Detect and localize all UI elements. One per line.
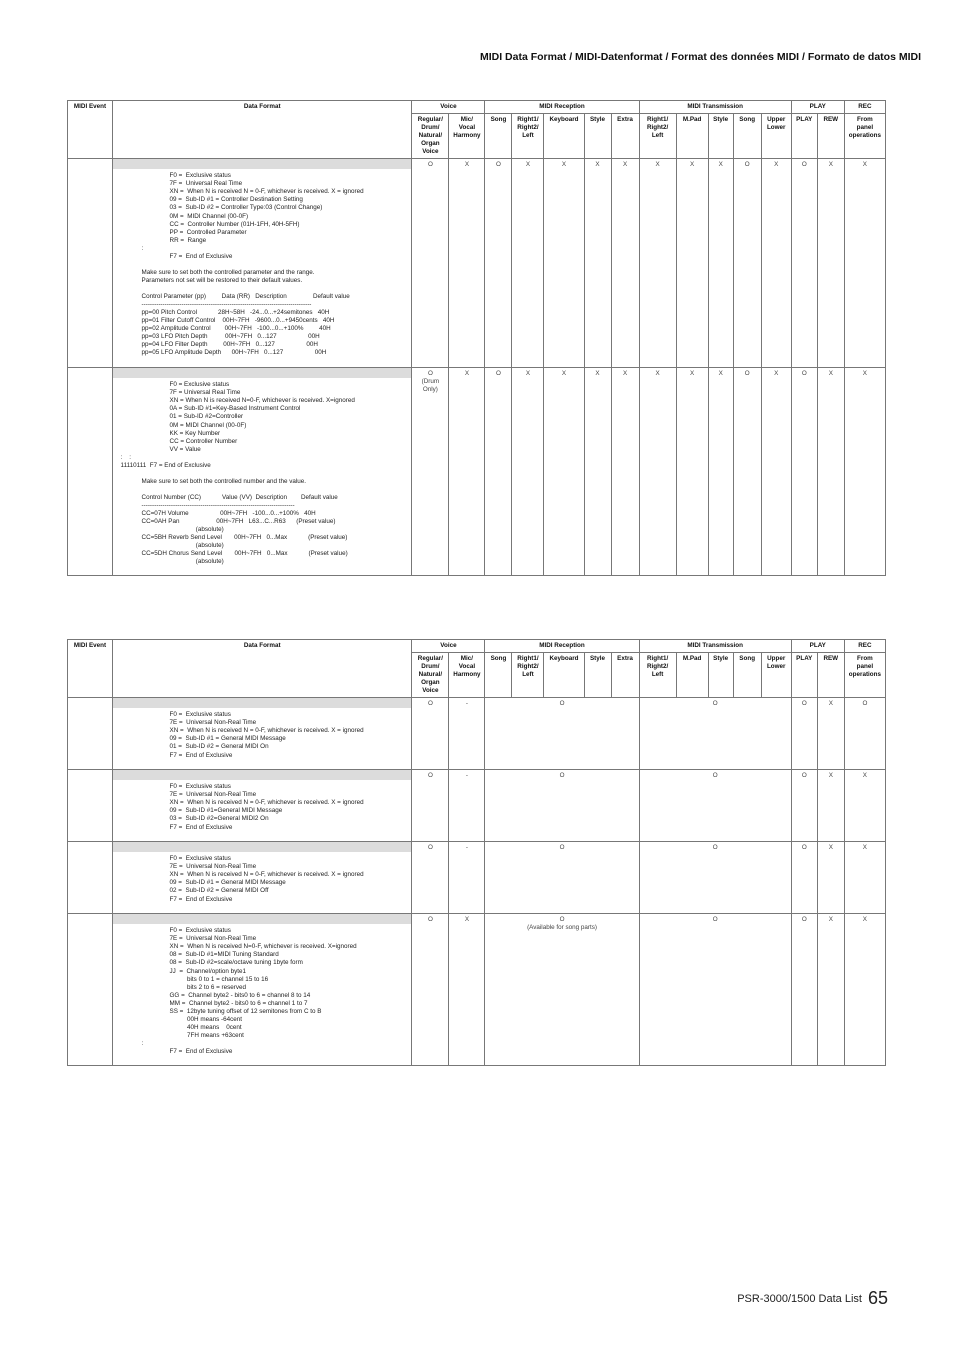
data-format-cell bbox=[113, 770, 412, 842]
data-format-line: XN = When N is received N = 0-F, whichever is received. X = ignored bbox=[117, 188, 364, 196]
header-voice: Voice bbox=[412, 640, 485, 653]
data-format-line: bits 0 to 1 = channel 15 to 16 bbox=[117, 975, 269, 983]
data-format-lines bbox=[113, 780, 411, 837]
value-cell: X bbox=[761, 159, 791, 368]
value-cell: X bbox=[676, 368, 708, 576]
value-cell: X bbox=[584, 159, 611, 368]
data-format-lines bbox=[113, 852, 411, 909]
data-format-lines bbox=[113, 169, 411, 363]
data-format-cell bbox=[113, 914, 412, 1066]
reception-cell: O bbox=[485, 842, 639, 914]
rec-cell: X bbox=[844, 842, 885, 914]
subheader-column: Regular/ Drum/ Natural/ Organ Voice bbox=[412, 653, 449, 698]
data-format-line: XN = When N is received N=0-F, whichever is received. X=ignored bbox=[117, 397, 355, 405]
play-cell: O bbox=[791, 914, 817, 1066]
rec-cell: X bbox=[844, 770, 885, 842]
table-row bbox=[68, 159, 886, 368]
value-cell: X bbox=[611, 368, 639, 576]
data-format-line: 09 = Sub-ID #1 = Controller Destination Setting bbox=[117, 196, 303, 204]
value-cell: X bbox=[611, 159, 639, 368]
rew-cell: X bbox=[817, 770, 844, 842]
mic-cell: - bbox=[449, 842, 485, 914]
play-cell: O bbox=[791, 698, 817, 770]
subheader-column: Keyboard bbox=[544, 114, 584, 159]
data-format-line: Control Parameter (pp) Data (RR) Description Default value bbox=[117, 292, 350, 300]
subheader-column: Style bbox=[708, 114, 733, 159]
section-bar bbox=[113, 368, 411, 378]
header-midi-event: MIDI Event bbox=[68, 640, 113, 698]
value-cell: X bbox=[708, 368, 733, 576]
data-format-line: 7F = Universal Real Time bbox=[117, 180, 243, 188]
rec-cell: O bbox=[844, 698, 885, 770]
data-format-line: pp=01 Filter Cutoff Control 00H~7FH -9600...0...+9450cents 40H bbox=[117, 317, 335, 325]
data-format-line: 7E = Universal Non-Real Time bbox=[117, 791, 257, 799]
mic-cell: - bbox=[449, 698, 485, 770]
data-format-lines bbox=[113, 708, 411, 765]
subheader-column: Song bbox=[733, 653, 761, 698]
data-format-line: 7FH means +63cent bbox=[117, 1031, 244, 1039]
data-format-line: 0M = MIDI Channel (00-0F) bbox=[117, 212, 249, 220]
data-format-line: F0 = Exclusive status bbox=[117, 855, 231, 863]
subheader-column: From panel operations bbox=[844, 653, 885, 698]
value-cell: X bbox=[844, 368, 885, 576]
data-format-line: 09 = Sub-ID #1 = General MIDI Message bbox=[117, 735, 286, 743]
rew-cell: X bbox=[817, 914, 844, 1066]
value-cell: X bbox=[844, 159, 885, 368]
section-bar bbox=[113, 842, 411, 852]
rew-cell: X bbox=[817, 698, 844, 770]
data-format-line: CC = Controller Number bbox=[117, 437, 238, 445]
page-number: 65 bbox=[867, 1288, 888, 1308]
rew-cell: X bbox=[817, 842, 844, 914]
data-format-line: 09 = Sub-ID #1 = General MIDI Message bbox=[117, 879, 286, 887]
header-data-format: Data Format bbox=[113, 101, 412, 159]
data-format-line: 7E = Universal Non-Real Time bbox=[117, 719, 257, 727]
data-format-cell bbox=[113, 368, 412, 576]
value-cell: O bbox=[412, 159, 449, 368]
data-format-line: 01 = Sub-ID #2=Controller bbox=[117, 413, 244, 421]
value-cell: X bbox=[708, 159, 733, 368]
header-rec: REC bbox=[844, 640, 885, 653]
data-format-cell bbox=[113, 842, 412, 914]
data-format-line: 0A = Sub-ID #1=Key-Based Instrument Control bbox=[117, 405, 301, 413]
midi-event-cell bbox=[68, 159, 113, 368]
data-format-line: : bbox=[117, 1039, 144, 1047]
header-midi-transmission: MIDI Transmission bbox=[639, 101, 791, 114]
data-format-line: JJ = Channel/option byte1 bbox=[117, 967, 247, 975]
subheader-column: Upper Lower bbox=[761, 653, 791, 698]
data-format-line: ------------------------------------------------------------------------- bbox=[117, 501, 295, 509]
data-format-line: F7 = End of Exclusive bbox=[117, 823, 233, 831]
subheader-column: Mic/ Vocal Harmony bbox=[449, 114, 485, 159]
data-format-line: Control Number (CC) Value (VV) Description Default value bbox=[117, 493, 338, 501]
data-format-line: : bbox=[117, 244, 144, 252]
reception-cell: O bbox=[485, 770, 639, 842]
voice-cell: O bbox=[412, 770, 449, 842]
data-format-line: F7 = End of Exclusive bbox=[117, 252, 233, 260]
section-bar bbox=[113, 159, 411, 169]
data-format-line: KK = Key Number bbox=[117, 429, 221, 437]
data-format-line bbox=[117, 261, 407, 269]
data-format-line: SS = 12byte tuning offset of 12 semitones from C to B bbox=[117, 1007, 322, 1015]
value-cell: X bbox=[449, 159, 485, 368]
rec-cell: X bbox=[844, 914, 885, 1066]
value-cell: X bbox=[584, 368, 611, 576]
subheader-column: Song bbox=[485, 114, 512, 159]
voice-cell: O bbox=[412, 842, 449, 914]
subheader-column: Right1/ Right2/ Left bbox=[639, 114, 676, 159]
value-cell: O bbox=[791, 159, 817, 368]
value-cell: X bbox=[544, 368, 584, 576]
value-cell: X bbox=[512, 159, 544, 368]
mic-cell: - bbox=[449, 770, 485, 842]
midi-event-cell bbox=[68, 368, 113, 576]
data-format-line: Make sure to set both the controlled number and the value. bbox=[117, 477, 307, 485]
value-cell: X bbox=[639, 159, 676, 368]
data-format-line: XN = When N is received N = 0-F, whichever is received. X = ignored bbox=[117, 727, 364, 735]
subheader-column: Keyboard bbox=[544, 653, 584, 698]
mic-cell: X bbox=[449, 914, 485, 1066]
data-format-line: Parameters not set will be restored to their default values. bbox=[117, 276, 303, 284]
subheader-column: Song bbox=[733, 114, 761, 159]
play-cell: O bbox=[791, 842, 817, 914]
data-format-line: 0M = MIDI Channel (00-0F) bbox=[117, 421, 247, 429]
data-format-line: 08 = Sub-ID #2=scale/octave tuning 1byte form bbox=[117, 959, 303, 967]
subheader-column: Style bbox=[584, 653, 611, 698]
data-format-cell bbox=[113, 159, 412, 368]
data-format-line: VV = Value bbox=[117, 445, 201, 453]
data-format-line: XN = When N is received N = 0-F, whichever is received. X = ignored bbox=[117, 871, 364, 879]
data-format-line: XN = When N is received N = 0-F, whichever is received. X = ignored bbox=[117, 799, 364, 807]
header-midi-transmission: MIDI Transmission bbox=[639, 640, 791, 653]
data-format-line: 11110111 F7 = End of Exclusive bbox=[117, 461, 211, 469]
transmission-cell: O bbox=[639, 914, 791, 1066]
section-bar bbox=[113, 914, 411, 924]
data-format-line: CC=0AH Pan 00H~7FH L63...C...R63 (Preset value) bbox=[117, 517, 336, 525]
value-cell: O bbox=[791, 368, 817, 576]
header-voice: Voice bbox=[412, 101, 485, 114]
header-data-format: Data Format bbox=[113, 640, 412, 698]
midi-event-cell bbox=[68, 698, 113, 770]
reception-cell: O (Available for song parts) bbox=[485, 914, 639, 1066]
value-cell: O bbox=[485, 368, 512, 576]
value-cell: O bbox=[485, 159, 512, 368]
data-format-line: 40H means 0cent bbox=[117, 1023, 242, 1031]
data-format-line: MM = Channel byte2 - bits0 to 6 = channel 1 to 7 bbox=[117, 999, 308, 1007]
header-midi-event: MIDI Event bbox=[68, 101, 113, 159]
data-format-line: pp=00 Pitch Control 28H~58H -24...0...+24semitones 40H bbox=[117, 308, 330, 316]
data-format-line: F0 = Exclusive status bbox=[117, 711, 231, 719]
data-format-line: bits 2 to 6 = reserved bbox=[117, 983, 247, 991]
midi-format-table-2 bbox=[67, 639, 886, 1066]
footer-title: PSR-3000/1500 Data List bbox=[737, 1293, 862, 1305]
transmission-cell: O bbox=[639, 770, 791, 842]
table-row bbox=[68, 914, 886, 1066]
subheader-column: Song bbox=[485, 653, 512, 698]
data-format-line: 00H means -64cent bbox=[117, 1015, 242, 1023]
data-format-line: (absolute) bbox=[117, 542, 224, 550]
voice-cell: O bbox=[412, 914, 449, 1066]
midi-format-table-1 bbox=[67, 100, 886, 576]
data-format-line: (absolute) bbox=[117, 558, 224, 566]
play-cell: O bbox=[791, 770, 817, 842]
subheader-column: Regular/ Drum/ Natural/ Organ Voice bbox=[412, 114, 449, 159]
data-format-line: pp=02 Amplitude Control 00H~7FH -100...0...+100% 40H bbox=[117, 325, 331, 333]
data-format-line: F0 = Exclusive status bbox=[117, 927, 231, 935]
data-format-line: CC=5BH Reverb Send Level 00H~7FH 0...Max (Preset value) bbox=[117, 534, 348, 542]
page-footer bbox=[737, 1288, 888, 1309]
value-cell: X bbox=[512, 368, 544, 576]
subheader-column: Right1/ Right2/ Left bbox=[639, 653, 676, 698]
data-format-line: 7F = Universal Real Time bbox=[117, 389, 241, 397]
value-cell: O bbox=[733, 159, 761, 368]
data-format-line: PP = Controlled Parameter bbox=[117, 228, 247, 236]
data-format-line: 02 = Sub-ID #2 = General MIDI Off bbox=[117, 887, 269, 895]
value-cell: X bbox=[639, 368, 676, 576]
data-format-line: RR = Range bbox=[117, 236, 207, 244]
subheader-column: M.Pad bbox=[676, 653, 708, 698]
midi-event-cell bbox=[68, 914, 113, 1066]
data-format-line: 7E = Universal Non-Real Time bbox=[117, 863, 257, 871]
data-format-line: CC=5DH Chorus Send Level 00H~7FH 0...Max (Preset value) bbox=[117, 550, 348, 558]
data-format-line bbox=[117, 470, 407, 478]
data-format-line: F7 = End of Exclusive bbox=[117, 751, 233, 759]
subheader-column: REW bbox=[817, 653, 844, 698]
subheader-column: Mic/ Vocal Harmony bbox=[449, 653, 485, 698]
header-midi-reception: MIDI Reception bbox=[485, 640, 639, 653]
value-cell: X bbox=[817, 159, 844, 368]
subheader-column: REW bbox=[817, 114, 844, 159]
data-format-line bbox=[117, 285, 407, 293]
data-format-line: 01 = Sub-ID #2 = General MIDI On bbox=[117, 743, 269, 751]
subheader-column: From panel operations bbox=[844, 114, 885, 159]
table-row bbox=[68, 698, 886, 770]
section-bar bbox=[113, 698, 411, 708]
data-format-lines bbox=[113, 924, 411, 1062]
data-format-line: 03 = Sub-ID #2=General MIDI2 On bbox=[117, 815, 269, 823]
data-format-line bbox=[117, 486, 407, 494]
data-format-line: (absolute) bbox=[117, 526, 224, 534]
header-play: PLAY bbox=[791, 640, 844, 653]
header-midi-reception: MIDI Reception bbox=[485, 101, 639, 114]
data-format-line: F0 = Exclusive status bbox=[117, 172, 231, 180]
data-format-line: CC = Controller Number (01H-1FH, 40H-5FH) bbox=[117, 220, 300, 228]
data-format-line: 08 = Sub-ID #1=MIDI Tuning Standard bbox=[117, 951, 279, 959]
value-cell: X bbox=[761, 368, 791, 576]
data-format-line: F7 = End of Exclusive bbox=[117, 1047, 233, 1055]
value-cell: O (Drum Only) bbox=[412, 368, 449, 576]
data-format-line: F0 = Exclusive status bbox=[117, 381, 230, 389]
data-format-line: CC=07H Volume 00H~7FH -100...0...+100% 40H bbox=[117, 509, 316, 517]
data-format-line: F0 = Exclusive status bbox=[117, 783, 231, 791]
reception-cell: O bbox=[485, 698, 639, 770]
value-cell: O bbox=[733, 368, 761, 576]
subheader-column: Right1/ Right2/ Left bbox=[512, 653, 544, 698]
table-row bbox=[68, 770, 886, 842]
section-bar bbox=[113, 770, 411, 780]
data-format-cell bbox=[113, 698, 412, 770]
transmission-cell: O bbox=[639, 842, 791, 914]
data-format-line: GG = Channel byte2 - bits0 to 6 = channel 8 to 14 bbox=[117, 991, 311, 999]
subheader-column: Extra bbox=[611, 114, 639, 159]
data-format-line: F7 = End of Exclusive bbox=[117, 895, 233, 903]
page-header: MIDI Data Format / MIDI-Datenformat / Format des données MIDI / Formato de datos MIDI bbox=[479, 51, 921, 63]
subheader-column: Style bbox=[584, 114, 611, 159]
data-format-line: pp=04 LFO Filter Depth 00H~7FH 0...127 00H bbox=[117, 341, 318, 349]
data-format-line: 03 = Sub-ID #2 = Controller Type:03 (Control Change) bbox=[117, 204, 323, 212]
data-format-line: pp=05 LFO Amplitude Depth 00H~7FH 0...127 00H bbox=[117, 349, 327, 357]
value-cell: X bbox=[449, 368, 485, 576]
data-format-line: : : bbox=[117, 453, 132, 461]
value-cell: X bbox=[817, 368, 844, 576]
subheader-column: Upper Lower bbox=[761, 114, 791, 159]
subheader-column: M.Pad bbox=[676, 114, 708, 159]
header-rec: REC bbox=[844, 101, 885, 114]
value-cell: X bbox=[544, 159, 584, 368]
header-play: PLAY bbox=[791, 101, 844, 114]
subheader-column: PLAY bbox=[791, 653, 817, 698]
transmission-cell: O bbox=[639, 698, 791, 770]
data-format-line: XN = When N is received N=0-F, whichever is received. X=ignored bbox=[117, 943, 357, 951]
data-format-line: --------------------------------------------------------------------------------- bbox=[117, 300, 312, 308]
data-format-line: pp=03 LFO Pitch Depth 00H~7FH 0...127 00H bbox=[117, 333, 320, 341]
subheader-column: PLAY bbox=[791, 114, 817, 159]
midi-event-cell bbox=[68, 770, 113, 842]
midi-event-cell bbox=[68, 842, 113, 914]
subheader-column: Right1/ Right2/ Left bbox=[512, 114, 544, 159]
subheader-column: Style bbox=[708, 653, 733, 698]
data-format-line: Make sure to set both the controlled parameter and the range. bbox=[117, 268, 315, 276]
table-row bbox=[68, 842, 886, 914]
voice-cell: O bbox=[412, 698, 449, 770]
subheader-column: Extra bbox=[611, 653, 639, 698]
data-format-line: 09 = Sub-ID #1=General MIDI Message bbox=[117, 807, 283, 815]
value-cell: X bbox=[676, 159, 708, 368]
data-format-lines bbox=[113, 378, 411, 572]
data-format-line: 7E = Universal Non-Real Time bbox=[117, 935, 257, 943]
table-row bbox=[68, 368, 886, 576]
